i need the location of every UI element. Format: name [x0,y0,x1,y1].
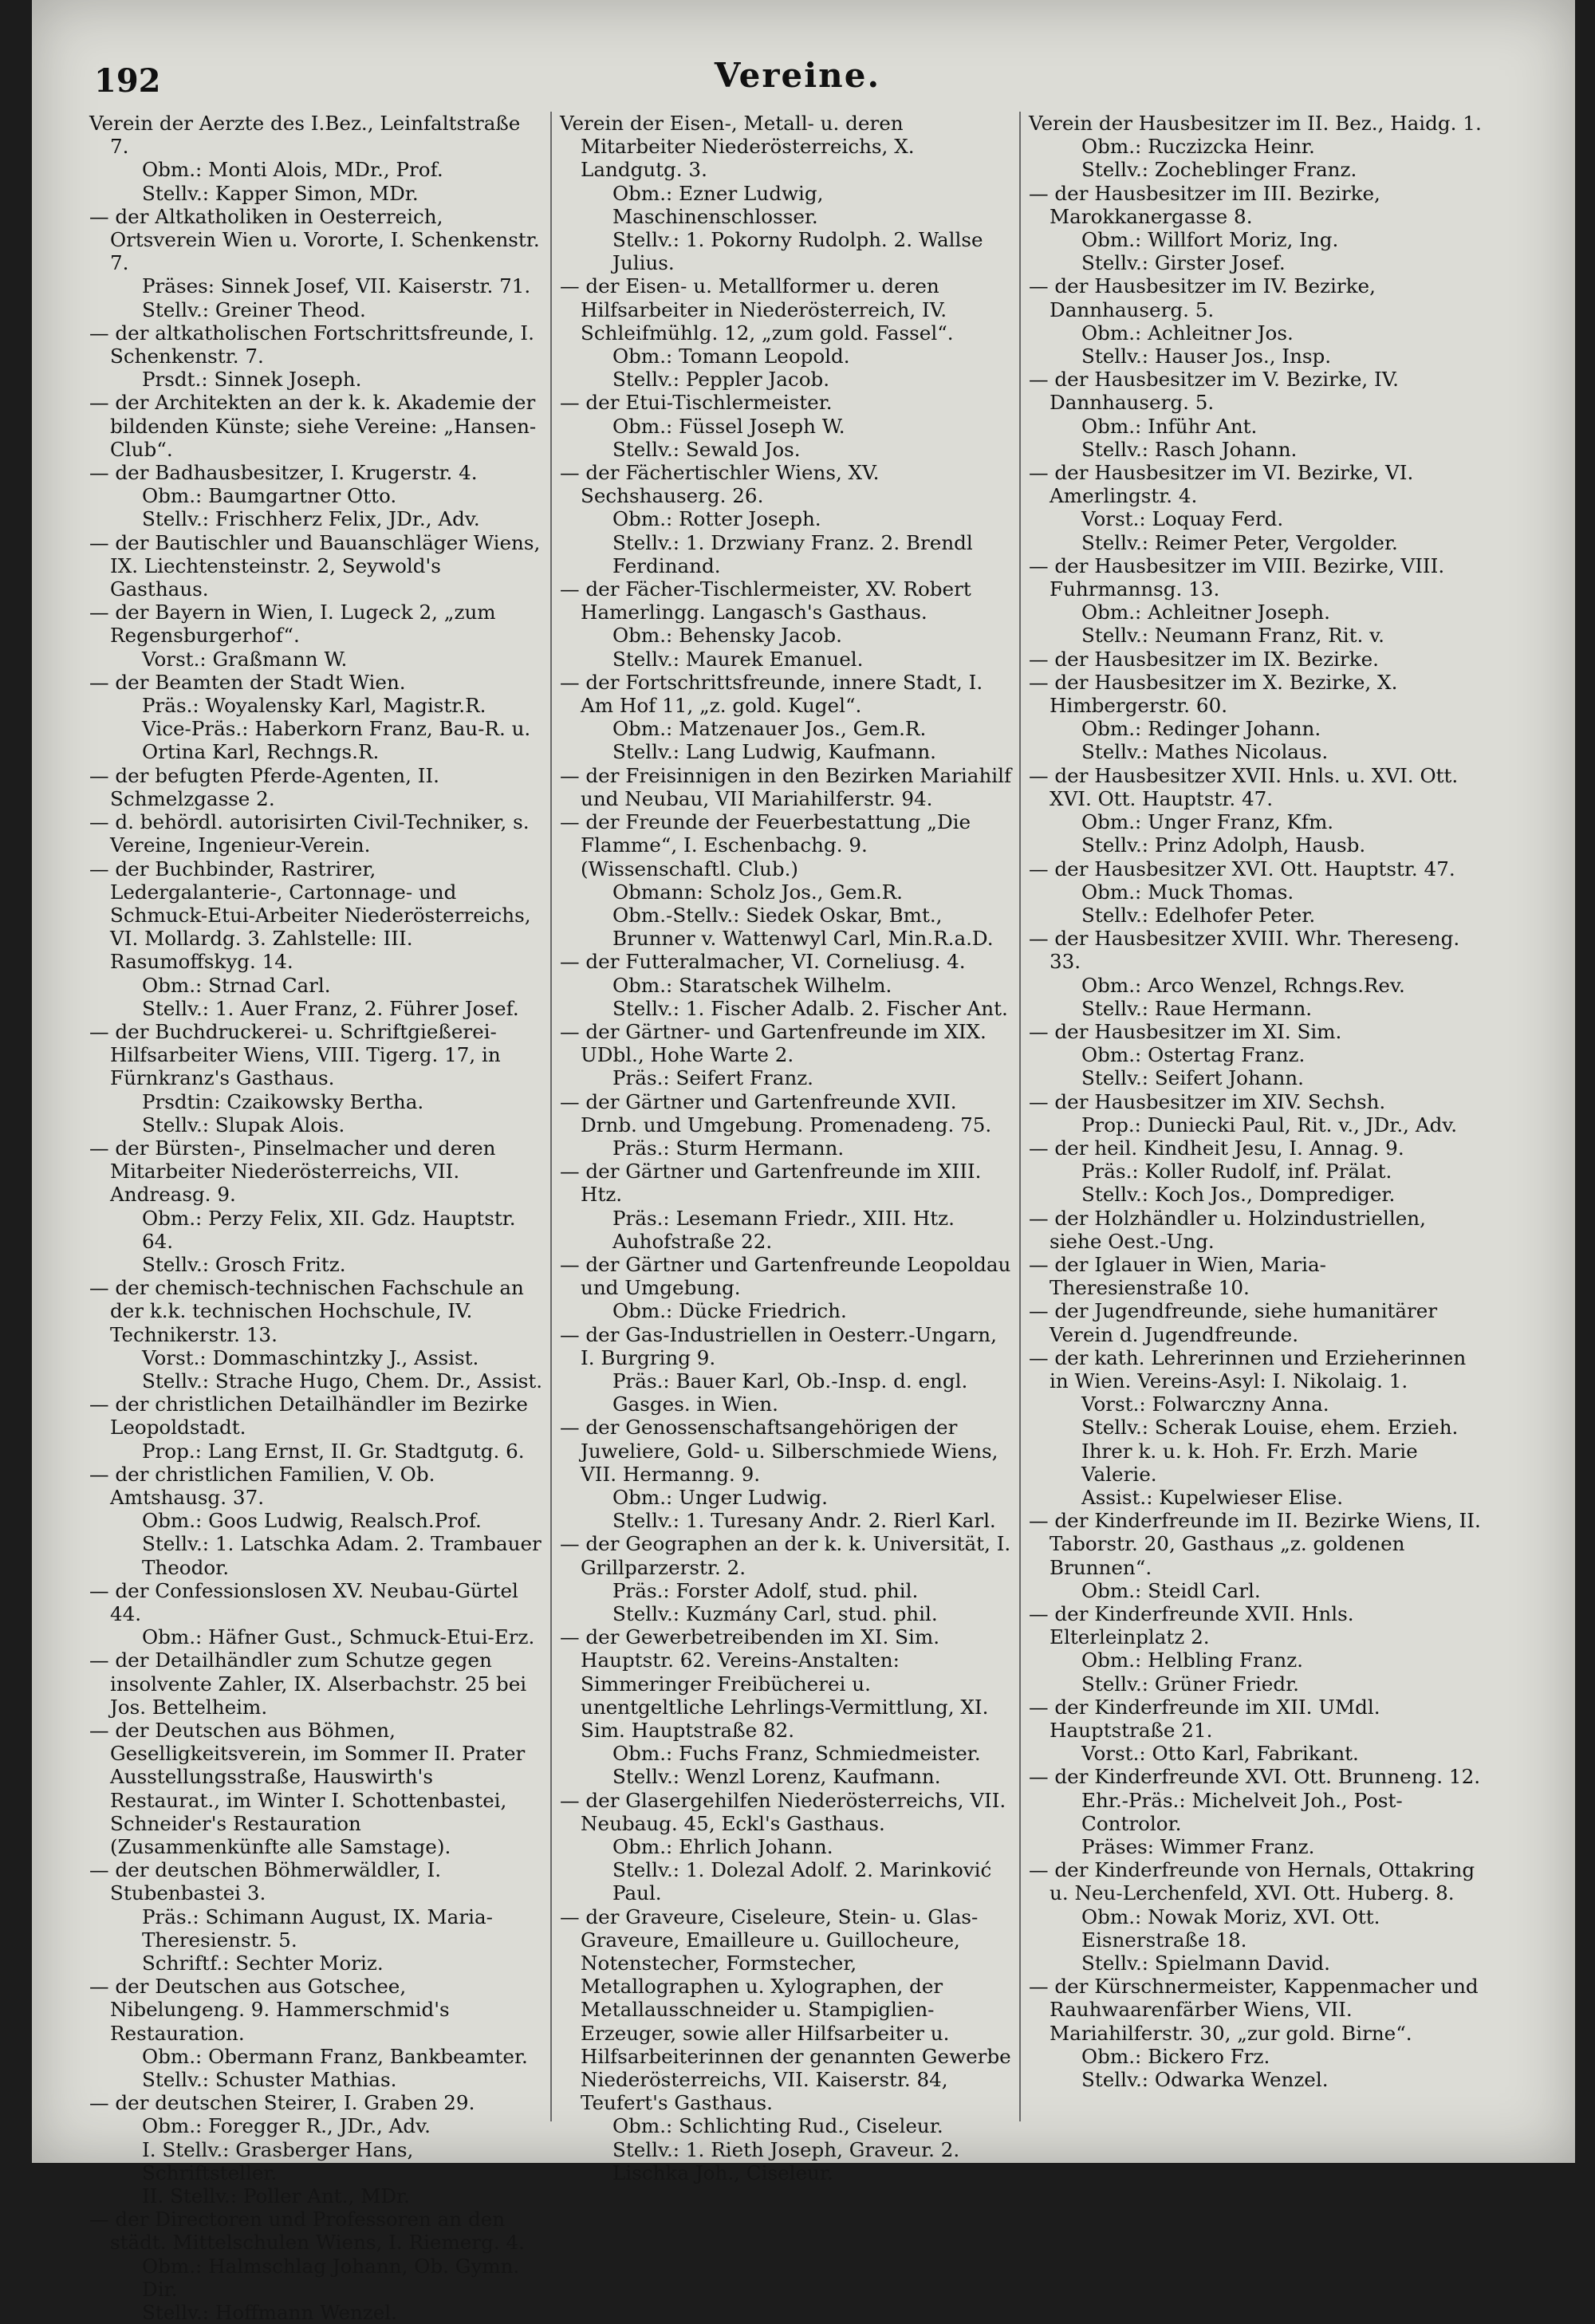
entry-officer: Obm.: Ruczizcka Heinr. [1081,135,1315,159]
entry-officer: Präs.: Seifert Franz. [612,1066,813,1090]
entry-officer: Obm.: Ezner Ludwig, Maschinenschlosser. [612,181,824,228]
entry-heading: — der Buchdruckerei- u. Schriftgießerei-Hilfsarbeiter Wiens, VIII. Tigerg. 17, in Fürnkranz's Gasthaus. [89,1019,501,1090]
directory-entry [89,1392,544,1463]
directory-entry [89,1136,544,1276]
directory-entry [1029,927,1483,1020]
entry-officer: Obm.: Arco Wenzel, Rchngs.Rev. [1081,973,1405,997]
entry-officer: Vorst.: Loquay Ferd. [1081,507,1284,531]
entry-officer: Stellv.: Reimer Peter, Vergolder. [1081,530,1398,554]
entry-heading: — der Buchbinder, Rastrirer, Ledergalanterie-, Cartonnage- und Schmuck-Etui-Arbeiter Niederösterreichs, VI. Mollardg. 3. Zahlstelle: III. Rasumoffskyg. 14. [89,857,531,974]
entry-heading: — der Gärtner und Gartenfreunde Leopoldau und Umgebung. [560,1252,1011,1300]
entry-officer: Obm.: Tomann Leopold. [612,345,850,368]
directory-entry [1029,1602,1483,1696]
entry-heading: — der Gewerbetreibenden im XI. Sim. Hauptstr. 62. Vereins-Anstalten: Simmeringer Freibücherei u. unentgeltliche Lehrlings-Vermittlung, XI. Sim. Hauptstraße 82. [560,1625,989,1743]
entry-officer: Stellv.: Prinz Adolph, Hausb. [1081,833,1366,857]
entry-officer: Stellv.: Raue Hermann. [1081,996,1313,1020]
entry-heading: — der Hausbesitzer im XIV. Sechsh. [1029,1089,1386,1113]
entry-heading: — der Kinderfreunde XVII. Hnls. Elterleinplatz 2. [1029,1602,1354,1649]
entry-heading: — der Fortschrittsfreunde, innere Stadt, I. Am Hof 11, „z. gold. Kugel“. [560,670,983,718]
directory-entry [560,810,1014,950]
entry-heading: — der Holzhändler u. Holzindustriellen, siehe Oest.-Ung. [1029,1206,1426,1253]
entry-heading: — der deutschen Steirer, I. Graben 29. [89,2091,475,2115]
entry-officer: Stellv.: Strache Hugo, Chem. Dr., Assist. [142,1369,543,1392]
directory-entry [89,601,544,671]
entry-officer: Obm.: Häfner Gust., Schmuck-Etui-Erz. [142,1625,535,1649]
directory-entry [89,1579,544,1649]
entry-officer: Obm.: Fuchs Franz, Schmiedmeister. [612,1742,981,1766]
directory-entry [560,461,1014,577]
directory-entry [1029,648,1483,671]
column-rule [1019,112,1021,2121]
directory-entry [1029,274,1483,368]
directory-entry [1029,1253,1483,1299]
directory-entry [560,1625,1014,1788]
entry-officer: Obm.: Achleitner Jos. [1081,321,1294,345]
entry-officer: Obm.-Stellv.: Siedek Oskar, Bmt., Brunner v. Wattenwyl Carl, Min.R.a.D. [612,903,994,951]
entry-officer: Obm.: Steidl Carl. [1081,1578,1261,1602]
directory-entry [560,391,1014,461]
entry-heading: — der Graveure, Ciseleure, Stein- u. Glas-Graveure, Emailleure u. Guillocheure, Notenstecher, Formstecher, Metallographen u. Xylographen, der Metallausschneider u. Stampiglien-Erzeuger, sowie aller Hilfsarbeiter u. Hilfsarbeiterinnen der genannten Gewerbe Niederösterreichs, VII. Kaiserstr. 84, Teufert's Gasthaus. [560,1904,1011,2115]
directory-entry [560,764,1014,810]
entry-heading: — der Hausbesitzer im III. Bezirke, Marokkanergasse 8. [1029,181,1380,228]
entry-heading: — der Glasergehilfen Niederösterreichs, VII. Neubaug. 45, Eckl's Gasthaus. [560,1788,1006,1835]
directory-entry [1029,368,1483,461]
entry-heading: — der Detailhändler zum Schutze gegen insolvente Zahler, IX. Alserbachstr. 25 bei Jos. Bettelheim. [89,1648,527,1719]
entry-heading: — der Kinderfreunde im II. Bezirke Wiens, II. Taborstr. 20, Gasthaus „z. goldenen Brunnen“. [1029,1509,1481,1579]
directory-entry [89,321,544,392]
directory-entry [560,1020,1014,1090]
entry-officer: Obm.: Willfort Moriz, Ing. [1081,228,1339,252]
entry-officer: Stellv.: 1. Dolezal Adolf. 2. Marinković Paul. [612,1858,992,1905]
entry-officer: Stellv.: Edelhofer Peter. [1081,903,1316,927]
entry-officer: Obm.: Perzy Felix, XII. Gdz. Hauptstr. 64. [142,1206,516,1253]
entry-heading: — der Kinderfreunde von Hernals, Ottakring u. Neu-Lerchenfeld, XVI. Ott. Huberg. 8. [1029,1858,1475,1905]
entry-officer: Obm.: Baumgartner Otto. [142,484,397,508]
entry-heading: — der Hausbesitzer XVIII. Whr. Thereseng. 33. [1029,927,1460,974]
entry-officer: Präs.: Bauer Karl, Ob.-Insp. d. engl. Gasges. in Wien. [612,1369,968,1416]
directory-entry [89,1463,544,1579]
entry-heading: — der Etui-Tischlermeister. [560,391,833,415]
directory-entry [1029,1299,1483,1345]
entry-officer: Prsdt.: Sinnek Joseph. [142,368,362,392]
entry-officer: Obm.: Rotter Joseph. [612,507,821,531]
entry-officer: Prop.: Duniecki Paul, Rit. v., JDr., Adv. [1081,1113,1458,1136]
page-number: 192 [94,62,161,100]
directory-entry [89,857,544,1020]
entry-heading: — der befugten Pferde-Agenten, II. Schmelzgasse 2. [89,763,439,810]
entry-officer: Stellv.: 1. Turesany Andr. 2. Rierl Karl. [612,1509,996,1533]
entry-officer: Vorst.: Graßmann W. [142,647,348,671]
entry-officer: Obm.: Füssel Joseph W. [612,414,845,438]
directory-entry [1029,554,1483,648]
directory-entry [560,112,1014,274]
entry-heading: — der christlichen Detailhändler im Bezirke Leopoldstadt. [89,1392,528,1440]
entry-officer: Stellv.: 1. Auer Franz, 2. Führer Josef. [142,996,519,1020]
directory-entry [1029,1765,1483,1858]
entry-heading: — der chemisch-technischen Fachschule an der k.k. technischen Hochschule, IV. Technikerstr. 13. [89,1276,524,1346]
entry-officer: Obmann: Scholz Jos., Gem.R. [612,880,903,904]
entry-heading: — der Eisen- u. Metallformer u. deren Hilfsarbeiter in Niederösterreich, IV. Schleifmühlg. 12, „zum gold. Fassel“. [560,274,954,345]
entry-officer: Obm.: Dücke Friedrich. [612,1299,847,1323]
entry-heading: — der Hausbesitzer im V. Bezirke, IV. Dannhauserg. 5. [1029,368,1400,415]
entry-officer: Vorst.: Dommaschintzky J., Assist. [142,1345,479,1369]
entry-officer: Präs.: Koller Rudolf, inf. Prälat. [1081,1160,1392,1184]
entry-officer: Ehr.-Präs.: Michelveit Joh., Post-Controlor. [1081,1788,1403,1835]
entry-officer: Stellv.: Lang Ludwig, Kaufmann. [612,740,936,764]
entry-officer: Präs.: Schimann August, IX. Maria-Theresienstr. 5. [142,1904,493,1952]
entry-officer: Obm.: Bickero Frz. [1081,2044,1270,2068]
entry-heading: Verein der Aerzte des I.Bez., Leinfaltstraße 7. [89,112,521,159]
entry-officer: Präses: Sinnek Josef, VII. Kaiserstr. 71. [142,274,531,298]
directory-entry [1029,112,1483,182]
directory-entry [1029,1207,1483,1253]
directory-entry [89,205,544,321]
entry-heading: — der Fächer-Tischlermeister, XV. Robert Hamerlingg. Langasch's Gasthaus. [560,577,971,624]
entry-officer: Obm.: Monti Alois, MDr., Prof. [142,158,443,182]
entry-heading: — der Hausbesitzer im XI. Sim. [1029,1019,1342,1043]
directory-entry [89,1276,544,1392]
entry-heading: — der Hausbesitzer im VIII. Bezirke, VIII. Fuhrmannsg. 13. [1029,553,1445,601]
entry-officer: Präs.: Sturm Hermann. [612,1136,845,1160]
entry-officer: Obm.: Schlichting Rud., Ciseleur. [612,2114,943,2138]
entry-officer: Obm.: Achleitner Joseph. [1081,601,1330,624]
entry-officer: Stellv.: Grosch Fritz. [142,1252,346,1276]
entry-officer: Obm.: Redinger Johann. [1081,717,1321,741]
directory-entry [89,112,544,205]
directory-entry [1029,1020,1483,1090]
directory-entry [1029,461,1483,554]
entry-officer: Stellv.: Odwarka Wenzel. [1081,2068,1329,2092]
entry-officer: Stellv.: Maurek Emanuel. [612,647,864,671]
entry-officer: Assist.: Kupelwieser Elise. [1081,1485,1344,1509]
entry-heading: — der Fächertischler Wiens, XV. Sechshauserg. 26. [560,461,880,508]
entry-officer: Vorst.: Otto Karl, Fabrikant. [1081,1742,1359,1766]
entry-heading: — der altkatholischen Fortschrittsfreunde, I. Schenkenstr. 7. [89,321,534,368]
directory-entry [560,1090,1014,1160]
entry-heading: — der Bürsten-, Pinselmacher und deren Mitarbeiter Niederösterreichs, VII. Andreasg. 9. [89,1136,496,1207]
directory-entry [560,1160,1014,1253]
entry-heading: — der Freisinnigen in den Bezirken Mariahilf und Neubau, VII Mariahilferstr. 94. [560,763,1012,810]
entry-heading: — der Jugendfreunde, siehe humanitärer Verein d. Jugendfreunde. [1029,1299,1438,1346]
entry-heading: — der Kürschnermeister, Kappenmacher und Rauhwaarenfärber Wiens, VII. Mariahilferstr. 30, „zur gold. Birne“. [1029,1975,1479,2045]
entry-officer: Obm.: Strnad Carl. [142,973,331,997]
entry-officer: Stellv.: Hauser Jos., Insp. [1081,345,1332,368]
entry-heading: Verein der Hausbesitzer im II. Bez., Haidg. 1. [1029,112,1482,135]
entry-officer: Stellv.: Wenzl Lorenz, Kaufmann. [612,1765,941,1789]
entry-officer: Stellv.: Mathes Nicolaus. [1081,740,1329,764]
entry-officer: Obm.: Helbling Franz. [1081,1648,1303,1672]
entry-heading: — der Hausbesitzer im VI. Bezirke, VI. Amerlingstr. 4. [1029,461,1414,508]
directory-entry [1029,1696,1483,1766]
directory-entry [1029,671,1483,764]
entry-heading: Verein der Eisen-, Metall- u. deren Mitarbeiter Niederösterreichs, X. Landgutg. 3. [560,112,915,182]
entry-officer: Schriftf.: Sechter Moriz. [142,1952,384,1975]
entry-heading: — der Badhausbesitzer, I. Krugerstr. 4. [89,461,478,485]
entry-officer: Prop.: Lang Ernst, II. Gr. Stadtgutg. 6. [142,1439,525,1463]
entry-officer: Prsdtin: Czaikowsky Bertha. [142,1089,424,1113]
entry-heading: — der Bayern in Wien, I. Lugeck 2, „zum Regensburgerhof“. [89,601,496,648]
entry-heading: — der Beamten der Stadt Wien. [89,670,406,694]
entry-heading: — d. behördl. autorisirten Civil-Techniker, s. Vereine, Ingenieur-Verein. [89,810,530,857]
entry-officer: Stellv.: Hoffmann Wenzel. [142,2301,397,2324]
entry-officer: Stellv.: Zocheblinger Franz. [1081,158,1357,182]
entry-officer: Obm.: Inführ Ant. [1081,414,1258,438]
entry-officer: Obm.: Unger Ludwig. [612,1485,828,1509]
column-1 [89,112,544,2324]
entry-officer: Obm.: Ehrlich Johann. [612,1835,833,1859]
entry-heading: — der Gärtner und Gartenfreunde im XIII. Htz. [560,1160,982,1207]
entry-officer: Stellv.: 1. Latschka Adam. 2. Trambauer Theodor. [142,1532,542,1579]
directory-entry [89,1858,544,1975]
entry-officer: Vorst.: Folwarczny Anna. [1081,1392,1329,1416]
entry-heading: — der deutschen Böhmerwäldler, I. Stubenbastei 3. [89,1858,442,1905]
entry-officer: Stellv.: Sewald Jos. [612,437,801,461]
directory-entry [89,1020,544,1136]
entry-officer: Präs.: Forster Adolf, stud. phil. [612,1578,919,1602]
directory-entry [1029,1346,1483,1509]
column-rule [550,112,552,2121]
directory-entry [89,764,544,810]
entry-officer: II. Stellv.: Poller Ant., MDr. [142,2184,410,2208]
entry-heading: — der Freunde der Feuerbestattung „Die Flamme“, I. Eschenbachg. 9. (Wissenschaftl. Club.) [560,810,971,880]
entry-officer: Stellv.: Greiner Theod. [142,297,366,321]
entry-heading: — der Geographen an der k. k. Universität, I. Grillparzerstr. 2. [560,1532,1011,1579]
directory-entry [560,950,1014,1020]
page-title: Vereine. [714,56,881,95]
entry-officer: Obm.: Ostertag Franz. [1081,1043,1306,1067]
entry-officer: Obm.: Nowak Moriz, XVI. Ott. Eisnerstraße 18. [1081,1904,1380,1952]
directory-entry [89,1975,544,2091]
entry-officer: Obm.: Muck Thomas. [1081,880,1294,904]
entry-officer: Obm.: Staratschek Wilhelm. [612,973,892,997]
entry-heading: — der Deutschen aus Gotschee, Nibelungeng. 9. Hammerschmid's Restauration. [89,1975,450,2045]
entry-heading: — der Iglauer in Wien, Maria-Theresienstraße 10. [1029,1252,1326,1300]
directory-entry [1029,182,1483,275]
directory-entry [560,1416,1014,1532]
entry-officer: Stellv.: Girster Josef. [1081,251,1286,275]
directory-entry [560,1323,1014,1416]
entry-heading: — der Gas-Industriellen in Oesterr.-Ungarn, I. Burgring 9. [560,1322,997,1369]
directory-entry [89,391,544,461]
directory-entry [560,274,1014,391]
entry-officer: Stellv.: Kapper Simon, MDr. [142,181,419,205]
entry-officer: Stellv.: Spielmann David. [1081,1952,1330,1975]
entry-officer: Vice-Präs.: Haberkorn Franz, Bau-R. u. Ortina Karl, Rechngs.R. [142,717,531,764]
entry-heading: — der Genossenschaftsangehörigen der Juweliere, Gold- u. Silberschmiede Wiens, VII. Hermanng. 9. [560,1416,998,1486]
entry-officer: Stellv.: 1. Rieth Joseph, Graveur. 2. Lischka Joh., Ciseleur. [612,2137,960,2184]
directory-entry [560,1532,1014,1625]
column-2 [560,112,1014,2184]
directory-entry [89,810,544,857]
entry-heading: — der Kinderfreunde XVI. Ott. Brunneng. 12. [1029,1765,1481,1789]
entry-heading: — der Gärtner und Gartenfreunde XVII. Drnb. und Umgebung. Promenadeng. 75. [560,1089,992,1136]
entry-officer: Präs.: Lesemann Friedr., XIII. Htz. Auhofstraße 22. [612,1206,955,1253]
entry-heading: — der kath. Lehrerinnen und Erzieherinnen in Wien. Vereins-Asyl: I. Nikolaig. 1. [1029,1345,1467,1392]
entry-heading: — der Altkatholiken in Oesterreich, Ortsverein Wien u. Vororte, I. Schenkenstr. 7. [89,204,540,275]
directory-entry [89,2091,544,2208]
directory-entry [560,577,1014,671]
entry-officer: Stellv.: 1. Pokorny Rudolph. 2. Wallse Julius. [612,228,983,275]
directory-entry [560,1789,1014,1905]
entry-officer: Stellv.: Rasch Johann. [1081,437,1298,461]
entry-officer: Stellv.: 1. Fischer Adalb. 2. Fischer Ant. [612,996,1008,1020]
directory-entry [89,2208,544,2324]
entry-officer: Obm.: Obermann Franz, Bankbeamter. [142,2044,528,2068]
entry-officer: Obm.: Goos Ludwig, Realsch.Prof. [142,1509,482,1533]
directory-entry [560,1253,1014,1323]
entry-officer: Präses: Wimmer Franz. [1081,1835,1315,1859]
entry-officer: Stellv.: 1. Drzwiany Franz. 2. Brendl Ferdinand. [612,530,973,577]
directory-entry [89,461,544,531]
entry-heading: — der Bautischler und Bauanschläger Wiens, IX. Liechtensteinstr. 2, Seywold's Gasthaus. [89,530,541,601]
directory-entry [1029,764,1483,857]
directory-entry [1029,1975,1483,2091]
entry-heading: — der Hausbesitzer im X. Bezirke, X. Himbergerstr. 60. [1029,670,1398,718]
entry-heading: — der christlichen Familien, V. Ob. Amtshausg. 37. [89,1462,435,1509]
entry-officer: Stellv.: Grüner Friedr. [1081,1672,1299,1696]
entry-heading: — der heil. Kindheit Jesu, I. Annag. 9. [1029,1136,1404,1160]
entry-heading: — der Gärtner- und Gartenfreunde im XIX. UDbl., Hohe Warte 2. [560,1019,987,1067]
directory-entry [560,1905,1014,2184]
directory-entry [1029,857,1483,928]
directory-entry [560,671,1014,764]
column-3 [1029,112,1483,2153]
entry-officer: Stellv.: Neumann Franz, Rit. v. [1081,624,1384,648]
entry-heading: — der Confessionslosen XV. Neubau-Gürtel 44. [89,1578,518,1625]
directory-entry [89,671,544,764]
entry-officer: Stellv.: Slupak Alois. [142,1113,345,1136]
entry-officer: Obm.: Foregger R., JDr., Adv. [142,2114,431,2138]
entry-officer: Stellv.: Seifert Johann. [1081,1066,1304,1090]
directory-entry [1029,1509,1483,1602]
entry-heading: — der Hausbesitzer XVI. Ott. Hauptstr. 47. [1029,857,1455,880]
entry-heading: — der Kinderfreunde im XII. UMdl. Hauptstraße 21. [1029,1695,1380,1743]
entry-officer: I. Stellv.: Grasberger Hans, Schriftsteller. [142,2137,414,2184]
directory-entry [1029,1090,1483,1136]
entry-officer: Obm.: Matzenauer Jos., Gem.R. [612,717,927,741]
entry-heading: — der Hausbesitzer im IV. Bezirke, Dannhauserg. 5. [1029,274,1376,321]
entry-officer: Obm.: Unger Franz, Kfm. [1081,810,1334,834]
entry-officer: Stellv.: Frischherz Felix, JDr., Adv. [142,507,480,531]
entry-officer: Obm.: Behensky Jacob. [612,624,842,648]
entry-officer: Stellv.: Koch Jos., Domprediger. [1081,1183,1396,1207]
entry-officer: Stellv.: Kuzmány Carl, stud. phil. [612,1602,938,1625]
directory-entry [89,531,544,601]
entry-heading: — der Architekten an der k. k. Akademie der bildenden Künste; siehe Vereine: „Hansen-Club“. [89,391,537,461]
directory-entry [1029,1136,1483,1207]
entry-heading: — der Deutschen aus Böhmen, Geselligkeitsverein, im Sommer II. Prater Ausstellungsstraße, Hauswirth's Restaurat., im Winter I. Schottenbastei, Schneider's Restauration (Zusammenkünfte alle Samstage). [89,1719,526,1859]
directory-entry [89,1648,544,1719]
entry-heading: — der Hausbesitzer XVII. Hnls. u. XVI. Ott. XVI. Ott. Hauptstr. 47. [1029,763,1459,810]
entry-officer: Stellv.: Peppler Jacob. [612,368,830,392]
entry-heading: — der Hausbesitzer im IX. Bezirke. [1029,647,1379,671]
directory-entry [1029,1858,1483,1975]
entry-officer: Stellv.: Schuster Mathias. [142,2068,397,2092]
entry-officer: Obm.: Halmschlag Johann, Ob. Gymn. Dir. [142,2254,520,2301]
entry-officer: Stellv.: Scherak Louise, ehem. Erzieh. Ihrer k. u. k. Hoh. Fr. Erzh. Marie Valerie. [1081,1416,1459,1486]
entry-officer: Präs.: Woyalensky Karl, Magistr.R. [142,694,486,718]
directory-entry [89,1719,544,1858]
entry-heading: — der Directoren und Professoren an den städt. Mittelschulen Wiens, I. Riemerg. 4. [89,2208,525,2255]
entry-heading: — der Futteralmacher, VI. Corneliusg. 4. [560,950,966,974]
